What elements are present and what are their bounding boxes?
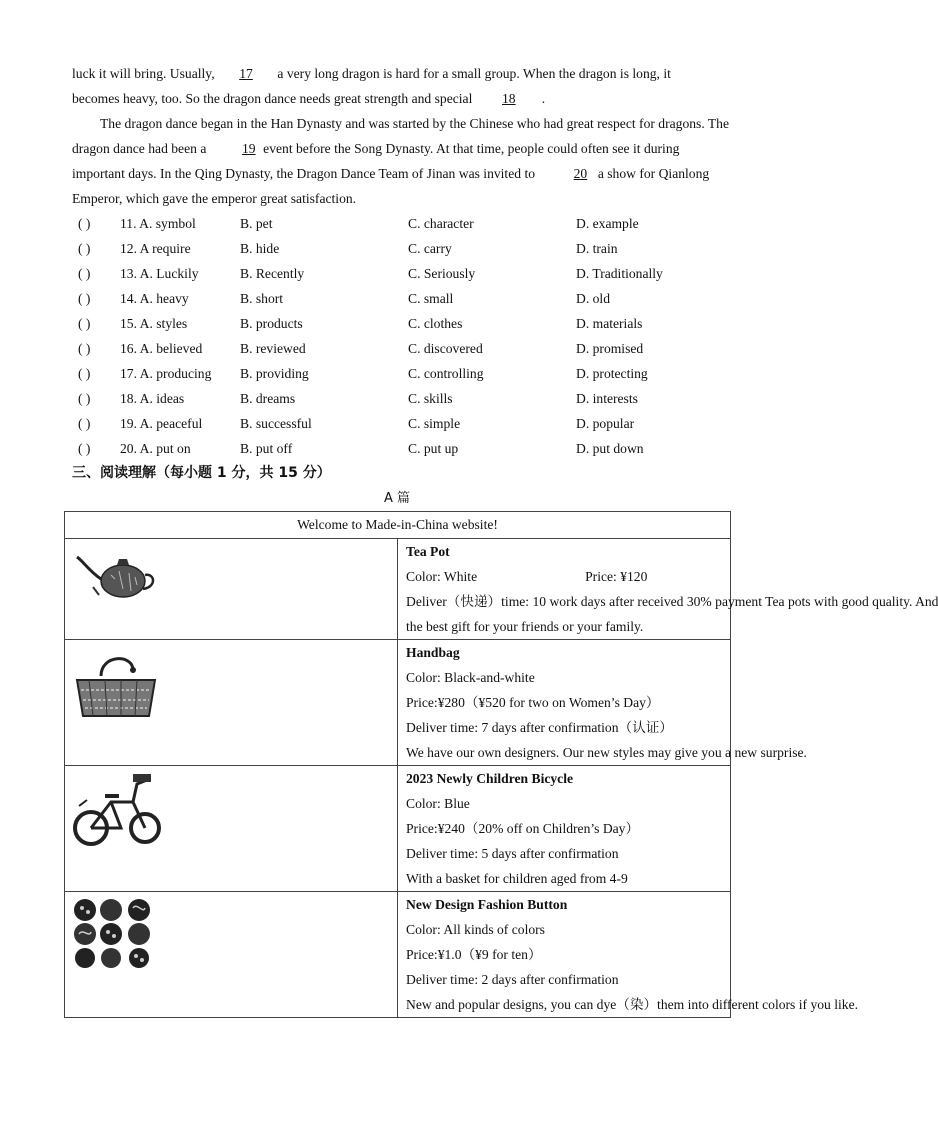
table-row bbox=[65, 766, 731, 892]
option-a: 15. A. styles bbox=[120, 316, 188, 331]
product-note: With a basket for children aged from 4-9 bbox=[406, 871, 628, 886]
option-d: D. popular bbox=[576, 416, 635, 431]
option-row bbox=[78, 236, 738, 261]
text-fragment: becomes heavy, too. So the dragon dance needs great strength and special bbox=[72, 91, 476, 106]
option-b: B. Recently bbox=[240, 266, 305, 281]
text-fragment: a show for Qianlong Emperor, which gave the emperor great satisfaction. bbox=[72, 166, 710, 206]
answer-bracket[interactable]: ( ) bbox=[78, 241, 91, 256]
text-fragment: . bbox=[541, 91, 546, 106]
option-d: D. old bbox=[576, 291, 610, 306]
product-color: Color: All kinds of colors bbox=[406, 922, 545, 937]
option-c: C. clothes bbox=[408, 316, 463, 331]
blank-20: 20 bbox=[573, 166, 588, 181]
option-a: 12. A require bbox=[120, 241, 191, 256]
option-d: D. example bbox=[576, 216, 639, 231]
option-a: 19. A. peaceful bbox=[120, 416, 203, 431]
product-image-cell bbox=[65, 640, 398, 766]
option-c: C. simple bbox=[408, 416, 461, 431]
blank-17: 17 bbox=[239, 66, 253, 81]
option-d: D. Traditionally bbox=[576, 266, 663, 281]
product-delivery: Deliver time: 7 days after confirmation（认证） bbox=[406, 720, 673, 735]
option-b: B. providing bbox=[240, 366, 309, 381]
option-a: 13. A. Luckily bbox=[120, 266, 199, 281]
product-delivery: Deliver time: 2 days after confirmation bbox=[406, 972, 619, 987]
table-row bbox=[65, 640, 731, 766]
product-color: Color: White bbox=[406, 569, 478, 584]
option-d: D. put down bbox=[576, 441, 644, 456]
answer-bracket[interactable]: ( ) bbox=[78, 216, 91, 231]
option-c: C. character bbox=[408, 216, 474, 231]
product-name: Handbag bbox=[406, 645, 460, 660]
product-note: the best gift for your friends or your family. bbox=[406, 619, 644, 634]
product-info-cell bbox=[398, 766, 731, 892]
product-info-cell bbox=[398, 640, 807, 766]
product-price: Price:¥240（20% off on Children’s Day） bbox=[406, 821, 640, 836]
option-c: C. carry bbox=[408, 241, 452, 256]
passage-continued bbox=[72, 61, 732, 111]
product-info-cell bbox=[398, 539, 938, 640]
product-note: New and popular designs, you can dye（染）them into different colors if you like. bbox=[406, 997, 859, 1012]
answer-bracket[interactable]: ( ) bbox=[78, 416, 91, 431]
handbag-icon bbox=[71, 646, 161, 726]
answer-bracket[interactable]: ( ) bbox=[78, 316, 91, 331]
option-d: D. train bbox=[576, 241, 618, 256]
product-image-cell bbox=[65, 539, 398, 640]
table-row bbox=[65, 539, 731, 640]
product-name: 2023 Newly Children Bicycle bbox=[406, 771, 574, 786]
passage-line-2 bbox=[72, 86, 732, 111]
option-b: B. short bbox=[240, 291, 284, 306]
option-a: 18. A. ideas bbox=[120, 391, 185, 406]
table-row bbox=[65, 892, 731, 1018]
option-d: D. interests bbox=[576, 391, 638, 406]
option-a: 17. A. producing bbox=[120, 366, 212, 381]
option-b: B. products bbox=[240, 316, 303, 331]
text-fragment: event before the Song Dynasty. At that time, people could often see it during important days. In the Qing Dynasty, the Dragon Dance Team of Jinan was invited to bbox=[72, 141, 680, 181]
paragraph-text bbox=[72, 111, 732, 211]
option-row bbox=[78, 211, 738, 236]
teapot-icon bbox=[71, 545, 161, 605]
option-row bbox=[78, 286, 738, 311]
option-row bbox=[78, 386, 738, 411]
product-price: Price:¥280（¥520 for two on Women’s Day） bbox=[406, 695, 660, 710]
option-b: B. put off bbox=[240, 441, 293, 456]
option-row bbox=[78, 261, 738, 286]
answer-bracket[interactable]: ( ) bbox=[78, 341, 91, 356]
product-note: We have our own designers. Our new styles may give you a new surprise. bbox=[406, 745, 807, 760]
blank-19: 19 bbox=[241, 141, 256, 156]
option-row bbox=[78, 436, 738, 461]
option-b: B. pet bbox=[240, 216, 273, 231]
option-a: 11. A. symbol bbox=[120, 216, 196, 231]
answer-bracket[interactable]: ( ) bbox=[78, 441, 91, 456]
product-price: Price:¥1.0（¥9 for ten） bbox=[406, 947, 542, 962]
product-name: New Design Fashion Button bbox=[406, 897, 568, 912]
answer-bracket[interactable]: ( ) bbox=[78, 291, 91, 306]
blank-18: 18 bbox=[501, 91, 516, 106]
option-row bbox=[78, 411, 738, 436]
product-table bbox=[64, 511, 938, 1018]
option-row bbox=[78, 336, 738, 361]
option-c: C. small bbox=[408, 291, 454, 306]
product-image-cell bbox=[65, 892, 398, 1018]
option-c: C. put up bbox=[408, 441, 459, 456]
product-color: Color: Blue bbox=[406, 796, 470, 811]
option-b: B. dreams bbox=[240, 391, 296, 406]
option-d: D. promised bbox=[576, 341, 644, 356]
answer-bracket[interactable]: ( ) bbox=[78, 391, 91, 406]
answer-bracket[interactable]: ( ) bbox=[78, 266, 91, 281]
option-b: B. reviewed bbox=[240, 341, 306, 356]
options-list bbox=[78, 211, 738, 461]
option-c: C. skills bbox=[408, 391, 453, 406]
option-a: 16. A. believed bbox=[120, 341, 203, 356]
passage-subtitle: A 篇 bbox=[383, 491, 411, 506]
option-d: D. materials bbox=[576, 316, 643, 331]
product-color: Color: Black-and-white bbox=[406, 670, 535, 685]
option-c: C. controlling bbox=[408, 366, 484, 381]
option-row bbox=[78, 361, 738, 386]
product-delivery: Deliver（快递）time: 10 work days after received 30% payment Tea pots with good quality. And bbox=[406, 594, 938, 609]
option-c: C. discovered bbox=[408, 341, 483, 356]
text-fragment: The dragon dance began in the Han Dynasty and was started by the Chinese who had great respect for dragons. The dragon dance had been a bbox=[72, 116, 730, 156]
product-price: Price: ¥120 bbox=[585, 569, 648, 584]
option-b: B. hide bbox=[240, 241, 280, 256]
product-image-cell bbox=[65, 766, 398, 892]
product-name: Tea Pot bbox=[406, 544, 450, 559]
passage-line-1 bbox=[72, 61, 732, 86]
product-delivery: Deliver time: 5 days after confirmation bbox=[406, 846, 619, 861]
passage-paragraph-2 bbox=[72, 111, 732, 211]
option-a: 20. A. put on bbox=[120, 441, 191, 456]
text-fragment: a very long dragon is hard for a small group. When the dragon is long, it bbox=[274, 66, 671, 81]
answer-bracket[interactable]: ( ) bbox=[78, 366, 91, 381]
option-a: 14. A. heavy bbox=[120, 291, 189, 306]
option-c: C. Seriously bbox=[408, 266, 476, 281]
section-title: 三、阅读理解（每小题 1 分，共 15 分） bbox=[72, 465, 331, 481]
option-row bbox=[78, 311, 738, 336]
buttons-icon bbox=[71, 898, 163, 968]
option-b: B. successful bbox=[240, 416, 312, 431]
bicycle-icon bbox=[71, 772, 163, 852]
option-d: D. protecting bbox=[576, 366, 648, 381]
product-info-cell bbox=[398, 892, 859, 1018]
product-color-price bbox=[406, 564, 730, 589]
text-fragment: luck it will bring. Usually, bbox=[72, 66, 218, 81]
table-header: Welcome to Made-in-China website! bbox=[65, 512, 731, 539]
